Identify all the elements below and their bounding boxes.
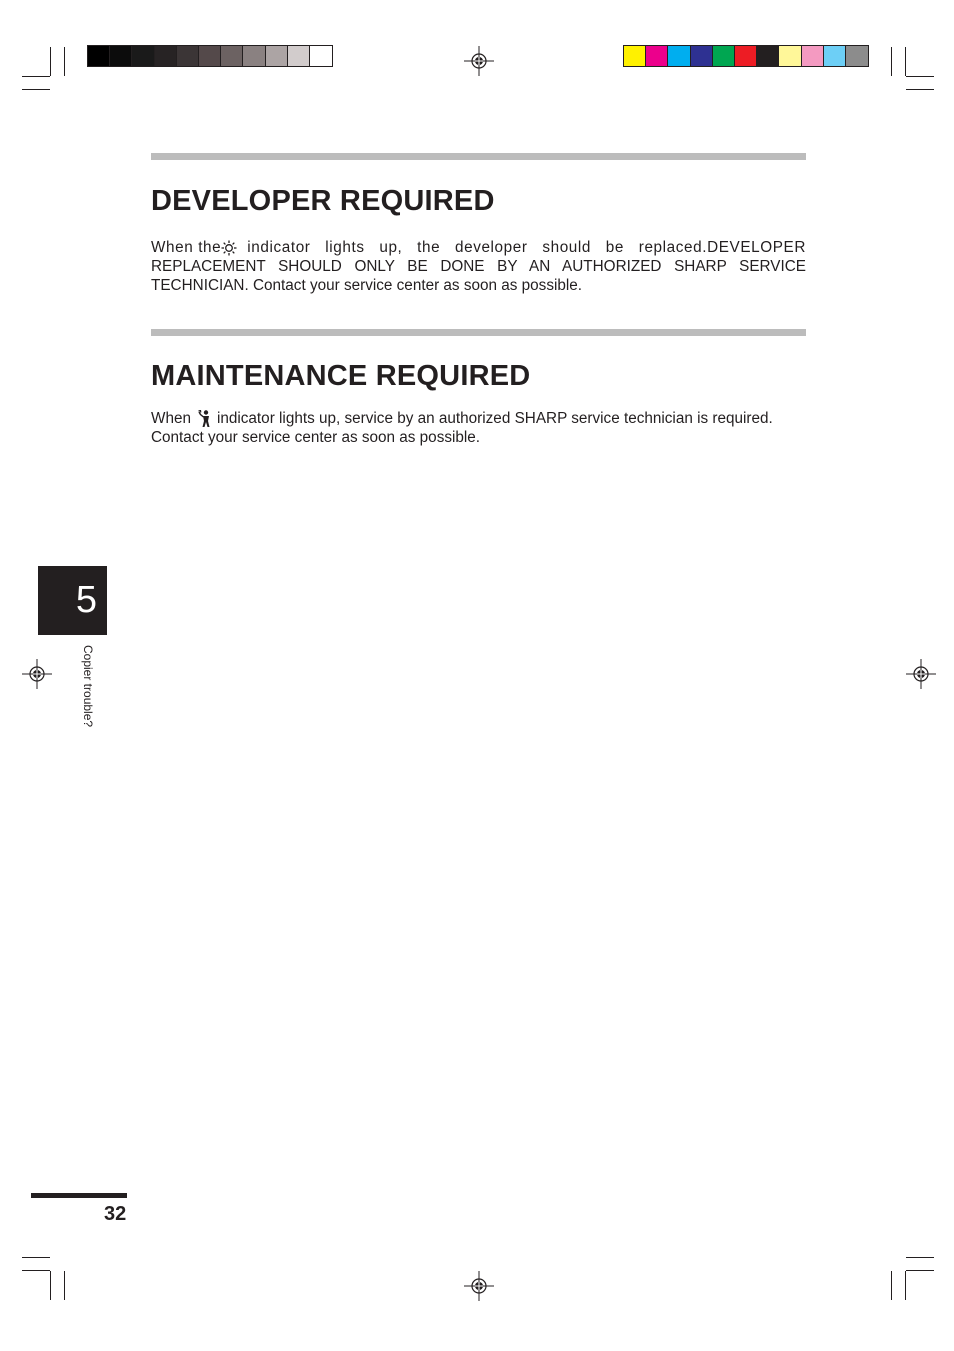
crop-mark bbox=[64, 1271, 65, 1300]
crop-mark bbox=[905, 1271, 906, 1300]
registration-mark-icon bbox=[22, 659, 52, 689]
maintenance-line-1: When indicator lights up, service by an authorized SHARP service technician is required. bbox=[151, 410, 773, 427]
section-rule bbox=[151, 329, 806, 336]
section-rule bbox=[151, 153, 806, 160]
maintenance-line-2: Contact your service center as soon as possible. bbox=[151, 429, 481, 446]
chapter-label: Copier trouble? bbox=[81, 645, 95, 728]
crop-mark bbox=[50, 1271, 51, 1300]
developer-line-3: TECHNICIAN. Contact your service center as soon as possible. bbox=[151, 277, 583, 294]
crop-mark bbox=[22, 76, 50, 77]
color-swatch bbox=[624, 46, 646, 66]
color-swatch bbox=[266, 46, 288, 66]
color-swatch bbox=[757, 46, 779, 66]
section-title-maintenance: MAINTENANCE REQUIRED bbox=[151, 360, 531, 392]
registration-mark-icon bbox=[906, 659, 936, 689]
crop-mark bbox=[906, 89, 934, 90]
crop-mark bbox=[50, 47, 51, 76]
color-swatch bbox=[177, 46, 199, 66]
color-swatch bbox=[824, 46, 846, 66]
color-swatch bbox=[199, 46, 221, 66]
color-swatch bbox=[668, 46, 690, 66]
maintenance-paragraph bbox=[151, 409, 806, 447]
crop-mark bbox=[64, 47, 65, 76]
crop-mark bbox=[891, 47, 892, 76]
page-number-rule bbox=[31, 1193, 127, 1198]
crop-mark bbox=[906, 1270, 934, 1271]
crop-mark bbox=[891, 1271, 892, 1300]
grayscale-color-bar bbox=[87, 45, 333, 67]
crop-mark bbox=[906, 1257, 934, 1258]
section-title-developer: DEVELOPER REQUIRED bbox=[151, 185, 495, 217]
crop-mark bbox=[22, 1257, 50, 1258]
color-swatch bbox=[802, 46, 824, 66]
color-swatch bbox=[846, 46, 868, 66]
color-swatch bbox=[132, 46, 154, 66]
color-swatch bbox=[691, 46, 713, 66]
color-swatch bbox=[288, 46, 310, 66]
crop-mark bbox=[906, 76, 934, 77]
color-swatch bbox=[243, 46, 265, 66]
crop-mark bbox=[905, 47, 906, 76]
color-swatch bbox=[713, 46, 735, 66]
developer-line-1: When the indicator lights up, the developer should be replaced.DEVELOPER bbox=[151, 239, 806, 256]
color-swatch bbox=[88, 46, 110, 66]
color-swatch bbox=[155, 46, 177, 66]
maintenance-indicator-icon bbox=[198, 410, 212, 428]
page-number: 32 bbox=[104, 1203, 127, 1225]
registration-mark-icon bbox=[464, 1271, 494, 1301]
color-swatch bbox=[310, 46, 332, 66]
crop-mark bbox=[22, 89, 50, 90]
color-swatch bbox=[646, 46, 668, 66]
registration-mark-icon bbox=[464, 46, 494, 76]
color-swatch bbox=[221, 46, 243, 66]
color-swatch bbox=[779, 46, 801, 66]
developer-line-2: REPLACEMENT SHOULD ONLY BE DONE BY AN AUTHORIZED SHARP SERVICE bbox=[151, 258, 806, 275]
crop-mark bbox=[22, 1270, 50, 1271]
chapter-tab: 5 bbox=[38, 566, 107, 635]
process-color-bar bbox=[623, 45, 869, 67]
developer-indicator-icon bbox=[221, 240, 237, 256]
developer-paragraph bbox=[151, 238, 806, 295]
color-swatch bbox=[735, 46, 757, 66]
color-swatch bbox=[110, 46, 132, 66]
